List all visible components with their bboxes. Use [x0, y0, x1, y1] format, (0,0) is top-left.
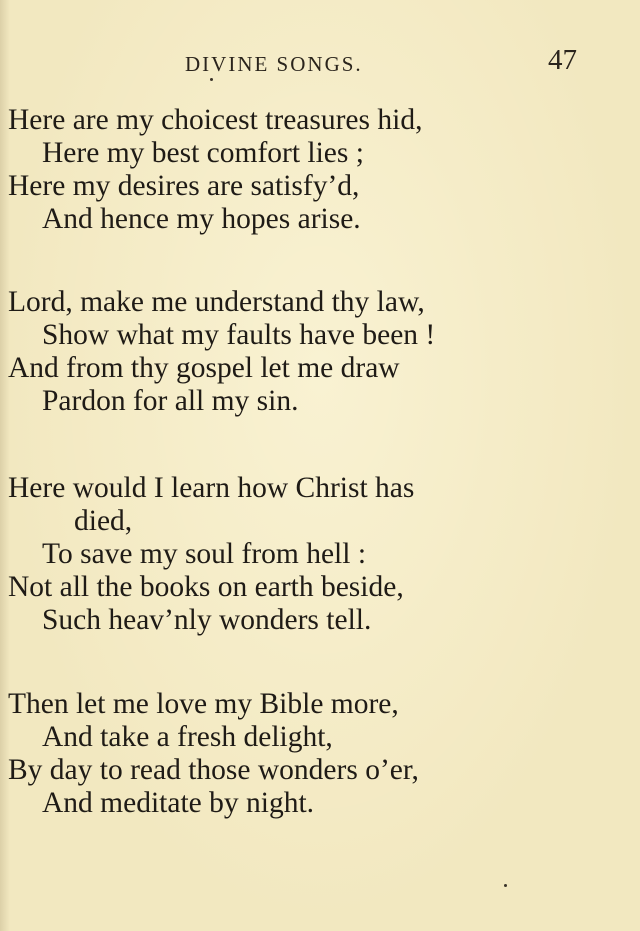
verse-line: Pardon for all my sin.	[42, 385, 299, 417]
stanza-1	[8, 104, 628, 236]
verse-line: And from thy gospel let me draw	[8, 352, 400, 384]
verse-line: Not all the books on earth beside,	[8, 571, 404, 603]
verse-line: Lord, make me understand thy law,	[8, 286, 425, 318]
verse-line: Here my desires are satisfy’d,	[8, 170, 360, 202]
verse-line: And take a fresh delight,	[42, 721, 333, 753]
verse-line: Here my best comfort lies ;	[42, 137, 364, 169]
verse-line: Then let me love my Bible more,	[8, 688, 399, 720]
verse-line: Show what my faults have been !	[42, 319, 436, 351]
verse-line: And hence my hopes arise.	[42, 203, 361, 235]
stanza-2	[8, 286, 628, 418]
verse-line: To save my soul from hell :	[42, 538, 367, 570]
verse-line: Here are my choicest treasures hid,	[8, 104, 423, 136]
verse-line: Here would I learn how Christ has	[8, 472, 415, 504]
page-number: 47	[548, 44, 577, 76]
verse-line: Such heav’nly wonders tell.	[42, 604, 372, 636]
stanza-4	[8, 688, 628, 820]
running-title: DIVINE SONGS.	[185, 52, 363, 76]
verse-line-continuation: died,	[74, 505, 133, 537]
ink-speck	[210, 78, 213, 81]
verse-line: By day to read those wonders o’er,	[8, 754, 419, 786]
verse-line: And meditate by night.	[42, 787, 315, 819]
stanza-3	[8, 472, 628, 637]
ink-speck	[504, 884, 507, 887]
